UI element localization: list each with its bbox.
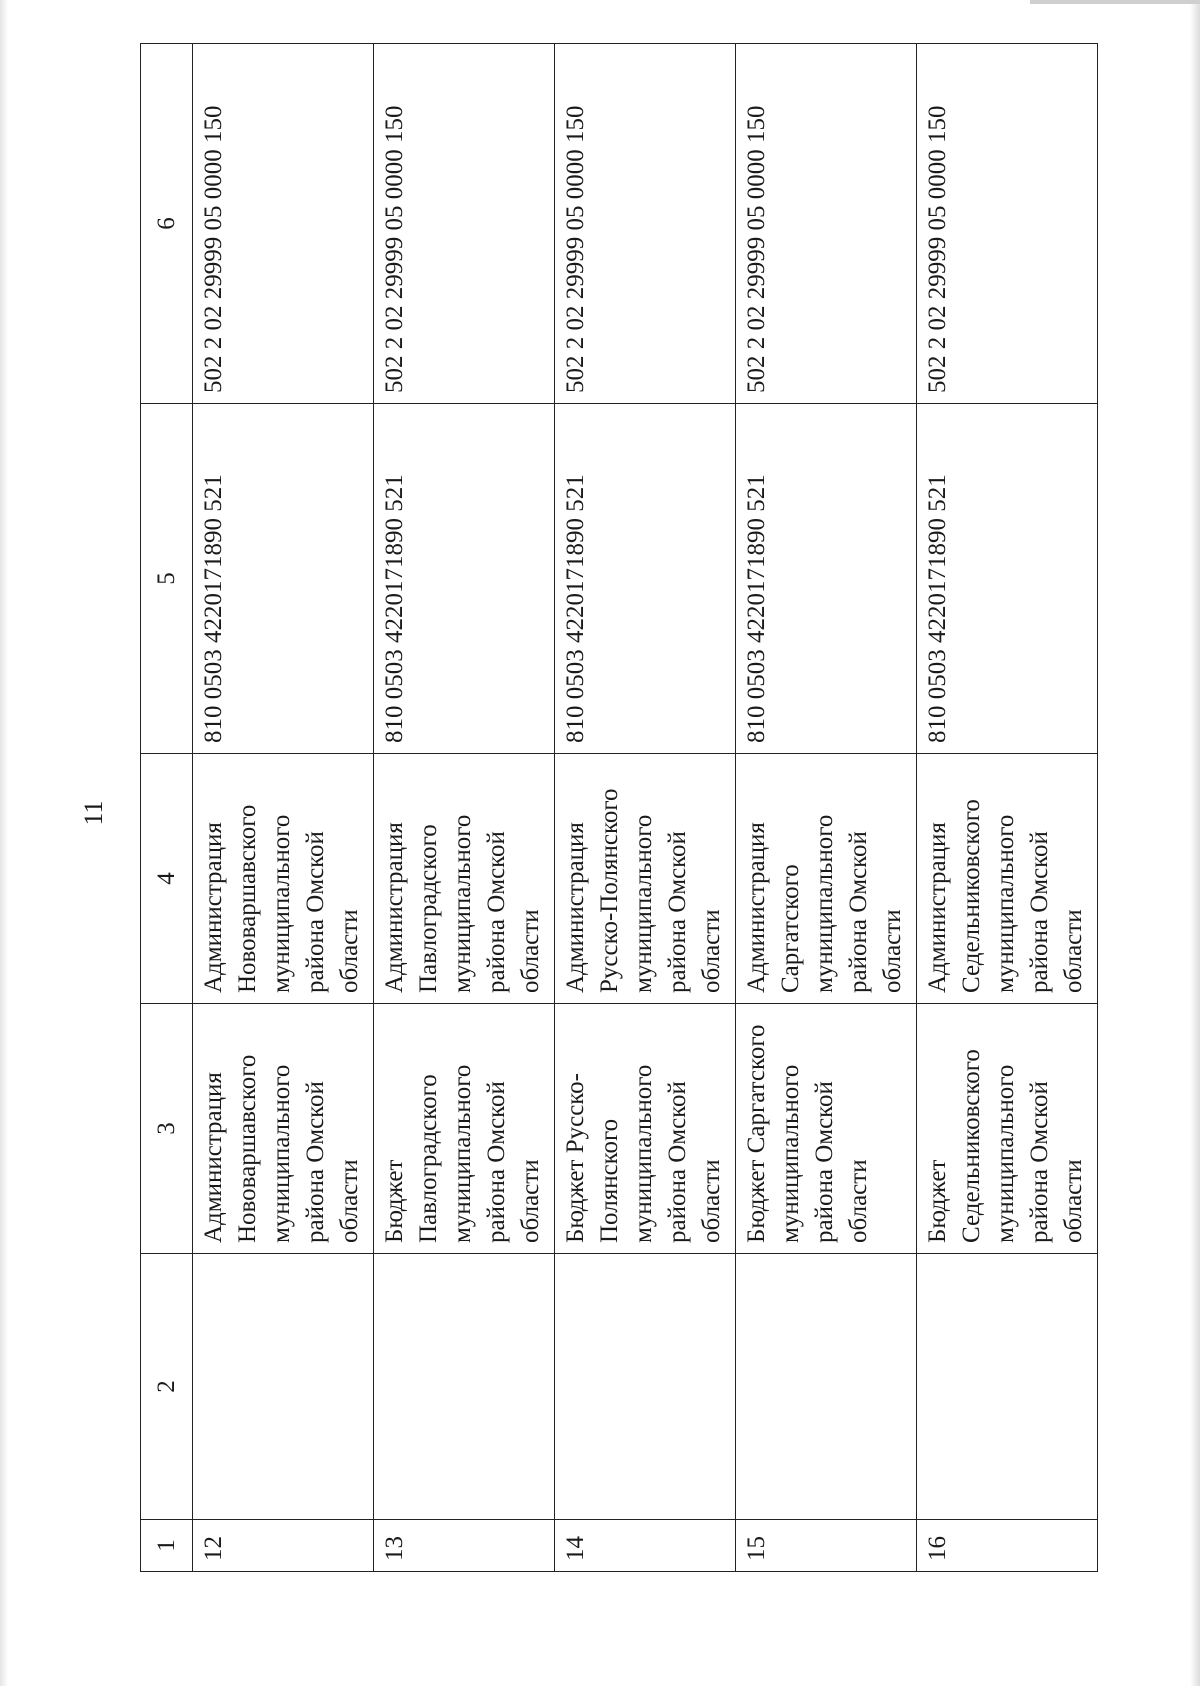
cell-col2 bbox=[555, 1254, 736, 1520]
scan-edge-right bbox=[1190, 0, 1200, 1686]
table-row bbox=[193, 44, 374, 1572]
cell-budget: Администрация Нововаршавского муниципального района Омской области bbox=[193, 1004, 374, 1254]
scan-edge-left bbox=[0, 0, 8, 1686]
table-header-row bbox=[141, 44, 193, 1572]
row-number: 16 bbox=[917, 1520, 1098, 1572]
cell-expense-code: 810 0503 4220171890 521 bbox=[917, 404, 1098, 754]
cell-administrator: Администрация Седельниковского муниципального района Омской области bbox=[917, 754, 1098, 1004]
column-header-6: 6 bbox=[141, 44, 193, 404]
scan-edge-top bbox=[1030, 0, 1200, 4]
cell-expense-code: 810 0503 4220171890 521 bbox=[374, 404, 555, 754]
cell-revenue-code: 502 2 02 29999 05 0000 150 bbox=[736, 44, 917, 404]
column-header-3: 3 bbox=[141, 1004, 193, 1254]
page-number-text: 11 bbox=[79, 800, 108, 826]
cell-expense-code: 810 0503 4220171890 521 bbox=[555, 404, 736, 754]
cell-administrator: Администрация Русско-Полянского муниципального района Омской области bbox=[555, 754, 736, 1004]
cell-expense-code: 810 0503 4220171890 521 bbox=[736, 404, 917, 754]
cell-revenue-code: 502 2 02 29999 05 0000 150 bbox=[374, 44, 555, 404]
cell-budget: Бюджет Павлоградского муниципального района Омской области bbox=[374, 1004, 555, 1254]
table-row bbox=[736, 44, 917, 1572]
cell-revenue-code: 502 2 02 29999 05 0000 150 bbox=[917, 44, 1098, 404]
row-number: 14 bbox=[555, 1520, 736, 1572]
row-number: 15 bbox=[736, 1520, 917, 1572]
cell-col2 bbox=[736, 1254, 917, 1520]
cell-budget: Бюджет Саргатского муниципального района Омской области bbox=[736, 1004, 917, 1254]
cell-col2 bbox=[374, 1254, 555, 1520]
column-header-2: 2 bbox=[141, 1254, 193, 1520]
column-header-4: 4 bbox=[141, 754, 193, 1004]
table-row bbox=[917, 44, 1098, 1572]
row-number: 12 bbox=[193, 1520, 374, 1572]
cell-col2 bbox=[193, 1254, 374, 1520]
cell-revenue-code: 502 2 02 29999 05 0000 150 bbox=[555, 44, 736, 404]
table-row bbox=[555, 44, 736, 1572]
table-row bbox=[374, 44, 555, 1572]
row-number: 13 bbox=[374, 1520, 555, 1572]
cell-col2 bbox=[917, 1254, 1098, 1520]
cell-budget: Бюджет Седельниковского муниципального района Омской области bbox=[917, 1004, 1098, 1254]
cell-administrator: Администрация Нововаршавского муниципального района Омской области bbox=[193, 754, 374, 1004]
cell-revenue-code: 502 2 02 29999 05 0000 150 bbox=[193, 44, 374, 404]
column-header-1: 1 bbox=[141, 1520, 193, 1572]
column-header-5: 5 bbox=[141, 404, 193, 754]
cell-expense-code: 810 0503 4220171890 521 bbox=[193, 404, 374, 754]
cell-budget: Бюджет Русско-Полянского муниципального района Омской области bbox=[555, 1004, 736, 1254]
cell-administrator: Администрация Павлоградского муниципального района Омской области bbox=[374, 754, 555, 1004]
data-table bbox=[140, 43, 1098, 1572]
rotated-table-container bbox=[140, 44, 1098, 1572]
cell-administrator: Администрация Саргатского муниципального района Омской области bbox=[736, 754, 917, 1004]
